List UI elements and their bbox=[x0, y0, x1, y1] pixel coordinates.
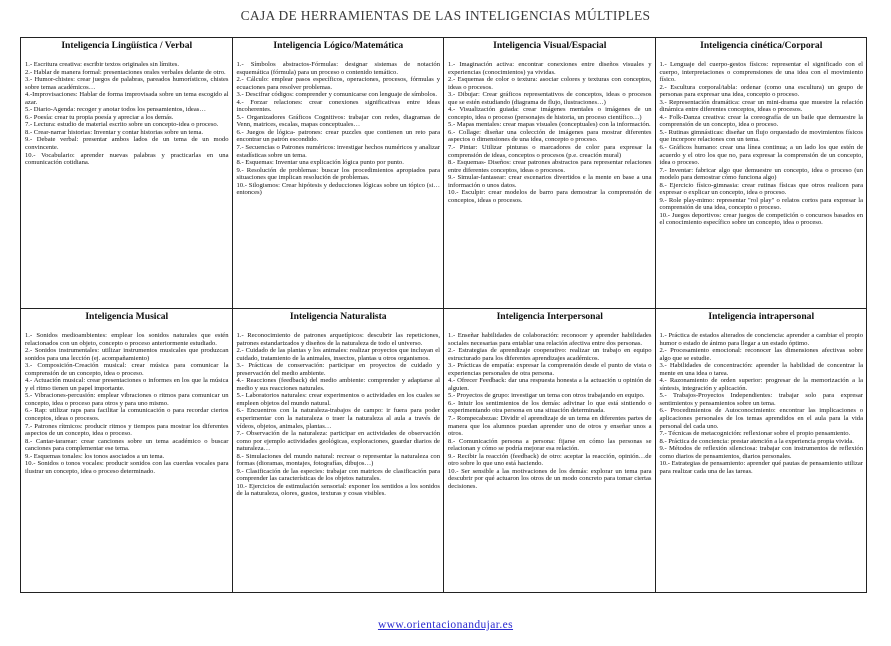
page-title: CAJA DE HERRAMIENTAS DE LAS INTELIGENCIAS MÚLTIPLES bbox=[240, 8, 651, 23]
list-item: 10.- Ser sensible a las motivaciones de los demás: explorar un tema para descubrir por qué actuaron los otros de un modo concreto para tomar ciertas decisiones. bbox=[448, 467, 652, 490]
cell-item-list bbox=[660, 332, 864, 475]
cell-item-list bbox=[237, 332, 441, 498]
cell-musical bbox=[21, 309, 233, 593]
list-item: 8.- Ejercicio físico-gimnasia: crear rutinas físicas que otros realicen para expresar o explicar un concepto, idea o proceso. bbox=[659, 181, 863, 197]
list-item: 6.- Juegos de lógica- patrones: crear puzzles que contienen un reto para encontrar un patrón escondido. bbox=[236, 128, 440, 144]
list-item: 5.- Diario-Agenda: recoger y anotar todos los pensamientos, ideas… bbox=[25, 106, 206, 114]
table-row bbox=[21, 309, 867, 593]
cell-interpersonal bbox=[444, 309, 656, 593]
list-item: 6.- Poesía: crear tu propia poesía y apreciar a los demás. bbox=[25, 113, 174, 121]
list-item: 2.- Escultura corporal/tabla: ordenar (como una escultura) un grupo de personas para expresar una idea, concepto o proceso. bbox=[659, 83, 863, 99]
list-item: 7.- Secuencias o Patrones numéricos: investigar hechos numéricos y analizar estadísticas sobre un tema. bbox=[236, 144, 440, 159]
website-link[interactable]: www.orientacionandujar.es bbox=[377, 619, 514, 631]
list-item: 6.- Encuentros con la naturaleza-trabajos de campo: ir fuera para poder experimentar con la naturaleza o traer la naturaleza al aula a través de vídeos, objetos, animales, plantas… bbox=[236, 407, 440, 430]
cell-heading: Inteligencia Lógico/Matemática bbox=[273, 40, 404, 51]
list-item: 10.- Estrategias de pensamiento: aprender qué pautas de pensamiento utilizar para realizar cada una de las tareas. bbox=[659, 460, 863, 475]
list-item: 9.- Métodos de reflexión silenciosa: trabajar con instrumentos de reflexión como diarios de pensamientos, diarios personales. bbox=[659, 445, 863, 460]
cell-heading: Inteligencia Musical bbox=[85, 311, 169, 322]
list-item: 2.- Estrategias de aprendizaje cooperativo: realizar un trabajo en equipo estructurado para los diferentes aprendizajes académicos. bbox=[448, 347, 652, 362]
list-item: 5.- Laboratorios naturales: crear experimentos o actividades en los cuales se empleen objetos del mundo natural. bbox=[236, 392, 440, 407]
list-item: 7.- Técnicas de metacognición: reflexionar sobre el propio pensamiento. bbox=[659, 430, 851, 438]
list-item: 10.- Silogismos: Crear hipótesis y deducciones lógicas sobre un tópico (si…entonces) bbox=[236, 181, 440, 197]
list-item: 1.- Reconocimiento de patrones arquetípicos: descubrir las repeticiones, patrones estandarizados y diseños de la naturaleza de todo el universo. bbox=[236, 332, 440, 347]
cell-heading: Inteligencia intrapersonal bbox=[708, 311, 815, 322]
cell-item-list bbox=[237, 61, 441, 197]
list-item: 4.- Reacciones (feedback) del medio ambiente: comprender y adaptarse al medio y sus reacciones naturales. bbox=[236, 377, 440, 392]
list-item: 6.- Collage: diseñar una colección de imágenes para mostrar diferentes aspectos o dimensiones de una idea, concepto o proceso. bbox=[448, 128, 652, 144]
list-item: 8.- Esquemas: Inventar una explicación lógica punto por punto. bbox=[236, 159, 404, 167]
list-item: 7.- Patrones rítmicos: producir ritmos y tiempos para mostrar los diferentes aspectos de un concepto, idea o proceso. bbox=[25, 422, 229, 438]
list-item: 2.- Cuidado de las plantas y los animales: realizar proyectos que incluyan el cuidado, tratamiento de la animales, insectos, plantas u otros organismos. bbox=[236, 347, 440, 362]
list-item: 4.- Visualización guiada: crear imágenes mentales o imágenes de un concepto, idea o proceso (personajes de historia, un proceso científico…) bbox=[448, 106, 652, 121]
cell-intrapersonal bbox=[655, 309, 867, 593]
list-item: 4.- Folk-Danza creativa: crear la coreografía de un baile que demuestre la comprensión de un concepto, idea o proceso. bbox=[659, 113, 863, 129]
list-item: 6.- Rap: utilizar raps para facilitar la comunicación o para recordar ciertos conceptos, ideas o procesos. bbox=[25, 407, 229, 423]
list-item: 6.- Procedimientos de Autoconocimiento: encontrar las implicaciones o aplicaciones personales de los temas aprendidos en el aula para la vida personal del cada uno. bbox=[659, 407, 863, 430]
cell-item-list bbox=[448, 61, 652, 204]
list-item: 9.- Role play-mimo: representar "rol play" o relatos cortos para expresar la comprensión de una idea, concepto o proceso. bbox=[659, 196, 863, 212]
list-item: 6.- Gráficos humano: crear una línea continua; a un lado los que estén de acuerdo y el otro los que no, para expresar la comprensión de un concepto, idea o proceso. bbox=[659, 144, 863, 167]
list-item: 2.- Cálculo: emplear pasos específicos, operaciones, procesos, fórmulas y ecuaciones para resolver problemas. bbox=[236, 76, 440, 91]
list-item: 10.- Esculpir: crear modelos de barro para demostrar la comprensión de conceptos, ideas o procesos. bbox=[448, 189, 652, 204]
list-item: 7.- Inventar: fabricar algo que demuestre un concepto, idea o proceso (un modelo para demostrar cómo funciona algo) bbox=[659, 166, 863, 182]
list-item: 9.- Esquemas tonales: los tonos asociados a un tema. bbox=[25, 452, 165, 460]
list-item: 6.- Intuir los sentimientos de los demás: adivinar lo que está sintiendo o experimentando otra persona en una situación determinada. bbox=[448, 399, 652, 415]
cell-heading: Inteligencia Naturalista bbox=[289, 311, 387, 322]
list-item: 7.- Pintar: Utilizar pinturas o marcadores de color para expresar la comprensión de ideas, conceptos o procesos (p.e. creación mural) bbox=[448, 144, 652, 159]
list-item: 3.- Prácticas de empatía: expresar la comprensión desde el punto de vista o experiencias personales de otra persona. bbox=[448, 362, 652, 377]
list-item: 10.- Vocabulario: aprender nuevas palabras y practicarlas en una comunicación cotidiana. bbox=[25, 151, 229, 167]
list-item: 4.- Forzar relaciones: crear conexiones significativas entre ideas incoherentes. bbox=[236, 98, 440, 114]
list-item: 9.- Resolución de problemas: buscar los procedimientos apropiados para situaciones que implican resolución de problemas. bbox=[236, 166, 440, 182]
list-item: 3.- Prácticas de conservación: participar en proyectos de cuidado y preservación del medio ambiente. bbox=[236, 362, 440, 377]
list-item: 8.- Esquemas- Diseños: crear patrones abstractos para representar relaciones entre diferentes conceptos, ideas o procesos. bbox=[448, 159, 652, 174]
list-item: 7.- Lectura: estudio de material escrito sobre un concepto-idea o proceso. bbox=[25, 121, 219, 129]
cell-item-list bbox=[25, 332, 229, 475]
list-item: 1.- Escritura creativa: escribir textos originales sin límites. bbox=[25, 61, 179, 68]
cell-heading: Inteligencia Lingüística / Verbal bbox=[61, 40, 193, 51]
list-item: 1.- Sonidos medioambientes: emplear los sonidos naturales que estén relacionados con un objeto, concepto o proceso anteriormente estudiado. bbox=[25, 332, 229, 347]
list-item: 8.- Simulaciones del mundo natural: recrear o representar la naturaleza con formas (dioramas, montajes, fotografías, dibujos…) bbox=[236, 452, 440, 468]
cell-logico-matematica bbox=[232, 38, 444, 309]
list-item: 1.- Símbolos abstractos-Fórmulas: designar sistemas de notación esquemática (fórmula) para un proceso o contenido temático. bbox=[236, 61, 440, 76]
list-item: 8.- Práctica de conciencia: prestar atención a la experiencia propia vivida. bbox=[659, 437, 854, 445]
cell-naturalista bbox=[232, 309, 444, 593]
list-item: 4.- Actuación musical: crear presentaciones o informes en los que la música y el ritmo tienen un papel importante. bbox=[25, 377, 229, 392]
list-item: 3.- Humor-chistes: crear juegos de palabras, pareados humorísticos, chistes sobre temas académicos… bbox=[25, 76, 229, 91]
list-item: 3.- Representación dramática: crear un mini-drama que muestre la relación dinámica entre diferentes conceptos, ideas o procesos. bbox=[659, 98, 863, 114]
list-item: 10.- Ejercicios de estimulación sensorial: exponer los sentidos a los sonidos de la naturaleza, olores, gustos, texturas y cosas visibles. bbox=[236, 482, 440, 498]
list-item: 10.- Juegos deportivos: crear juegos de competición o concursos basados en el conocimiento específico sobre un concepto, idea o proceso. bbox=[659, 211, 863, 227]
list-item: 4.- Ofrecer Feedback: dar una respuesta honesta a la actuación u opinión de alguien. bbox=[448, 377, 652, 392]
list-item: 8.- Comunicación persona a persona: fijarse en cómo las personas se relacionan y cómo se podría mejorar esa relación. bbox=[448, 437, 652, 453]
list-item: 4.- Razonamiento de orden superior: progresar de la memorización a la síntesis, integración y aplicación. bbox=[659, 377, 863, 392]
table-row bbox=[21, 38, 867, 309]
list-item: 10.- Sonidos o tonos vocales: producir sonidos con las cuerdas vocales para ilustrar un concepto, idea o proceso determinado. bbox=[25, 460, 229, 475]
list-item: 3.- Composición-Creación musical: crear música para comunicar la comprensión de un concepto, idea o proceso. bbox=[25, 362, 229, 377]
cell-visual-espacial bbox=[444, 38, 656, 309]
list-item: 5.- Trabajos-Proyectos Independientes: trabajar solo para expresar sentimientos y pensamientos sobre un tema. bbox=[659, 392, 863, 407]
cell-item-list bbox=[660, 61, 864, 227]
cell-heading: Inteligencia cinética/Corporal bbox=[700, 40, 823, 51]
list-item: 9.- Recibir la reacción (feedback) de otro: aceptar la reacción, opinión…de otro sobre lo que uno está haciendo. bbox=[448, 452, 652, 468]
list-item: 8.- Cantar-tararear: crear canciones sobre un tema académico o buscar canciones para complementar ese tema. bbox=[25, 437, 229, 453]
list-item: 3.- Dibujar: Crear gráficos representativos de conceptos, ideas o procesos que se estén estudiando (diagrama de flujo, ilustraciones…) bbox=[448, 91, 652, 106]
list-item: 1.- Imaginación activa: encontrar conexiones entre diseños visuales y experiencias (conocimientos) ya vividas. bbox=[448, 61, 652, 76]
list-item: 4.-Improvisaciones: Hablar de forma improvisada sobre un tema escogido al azar. bbox=[25, 91, 229, 106]
cell-heading: Inteligencia Visual/Espacial bbox=[493, 40, 607, 51]
list-item: 1.- Práctica de estados alterados de conciencia: aprender a cambiar el propio humor o estado de ánimo para llegar a un estado óptimo. bbox=[659, 332, 863, 347]
intelligences-table bbox=[20, 37, 867, 593]
list-item: 1.- Enseñar habilidades de colaboración: reconocer y aprender habilidades sociales necesarias para entablar una relación afectiva entre dos personas. bbox=[448, 332, 652, 347]
list-item: 1.- Lenguaje del cuerpo-gestos físicos: representar el significado con el cuerpo, interpretaciones o comprensiones de una idea con el movimiento físico. bbox=[659, 61, 863, 84]
list-item: 2.- Sonidos instrumentales: utilizar instrumentos musicales que produzcan sonidos para una lección (ej. acompañamiento) bbox=[25, 347, 229, 362]
list-item: 5.- Proyectos de grupo: investigar un tema con otros trabajando en equipo. bbox=[448, 392, 645, 400]
cell-item-list bbox=[25, 61, 229, 167]
list-item: 8.- Crear-narrar historias: Inventar y contar historias sobre un tema. bbox=[25, 128, 204, 136]
list-item: 5.- Rutinas gimnásticas: diseñar un flujo orquestado de movimientos físicos que incorpore relaciones con un tema. bbox=[659, 128, 863, 144]
cell-linguistica bbox=[21, 38, 233, 309]
list-item: 3.- Descifrar códigos: comprender y comunicarse con lenguaje de símbolos. bbox=[236, 91, 437, 99]
list-item: 7.- Rompecabezas: Dividir el aprendizaje de un tema en diferentes partes de manera que los alumnos puedan aprender uno de otros y enseñar unos a otros. bbox=[448, 415, 652, 438]
list-item: 9.- Simular-fantasear: crear escenarios divertidos e la mente en base a una información o unos datos. bbox=[448, 174, 652, 189]
list-item: 9.- Debate verbal: presentar ambos lados de un tema de un modo convincente. bbox=[25, 136, 229, 152]
list-item: 3.- Habilidades de concentración: aprender la habilidad de concentrar la mente en una idea o tarea. bbox=[659, 362, 863, 377]
list-item: 2.- Hablar de manera formal: presentaciones orales verbales delante de otro. bbox=[25, 68, 226, 76]
list-item: 2.- Esquemas de color o textura: asociar colores y texturas con conceptos, ideas o procesos. bbox=[448, 76, 652, 91]
list-item: 7.- Observación de la naturaleza: participar en actividades de observación como por ejemplo actividades geológicas, exploraciones, guardar diarios de naturaleza… bbox=[236, 430, 440, 453]
list-item: 9.- Clasificación de las especies: trabajar con matrices de clasificación para comprender las características de los objetos naturales. bbox=[236, 467, 440, 483]
list-item: 5.- Mapas mentales: crear mapas visuales (conceptuales) con la información. bbox=[448, 121, 651, 129]
cell-item-list bbox=[448, 332, 652, 490]
cell-cinetica-corporal bbox=[655, 38, 867, 309]
list-item: 5.- Organizadores Gráficos Cognitivos: trabajar con redes, diagramas de Venn, matrices, escalas, mapas conceptuales… bbox=[236, 113, 440, 129]
cell-heading: Inteligencia Interpersonal bbox=[496, 311, 603, 322]
list-item: 2.- Procesamiento emocional: reconocer las dimensiones afectivas sobre algo que se estudie. bbox=[659, 347, 863, 362]
list-item: 5.- Vibraciones-percusión: emplear vibraciones o ritmos para comunicar un concepto, idea o proceso para otros y para uno mismo. bbox=[25, 392, 229, 407]
